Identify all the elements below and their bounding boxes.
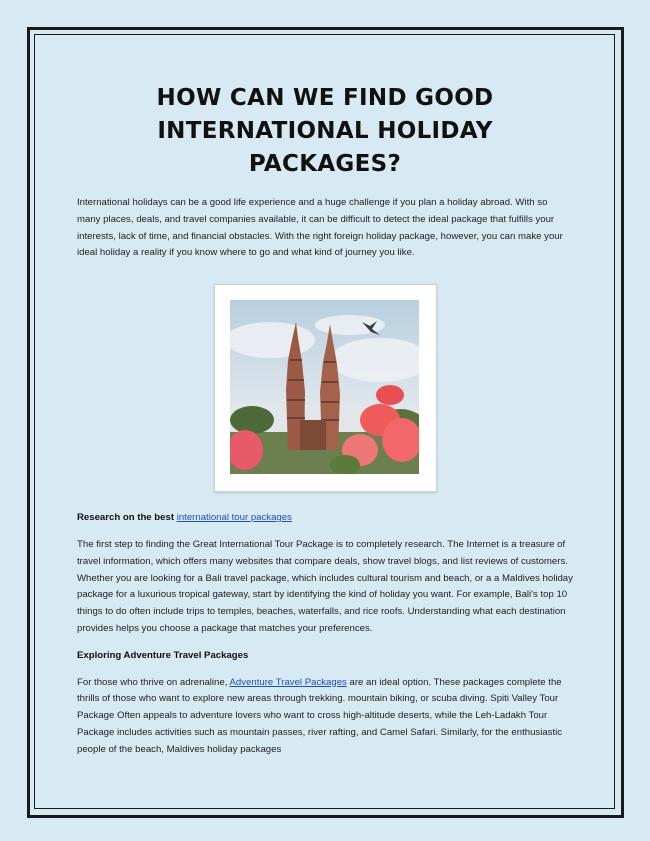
adventure-heading: Exploring Adventure Travel Packages [77, 649, 249, 661]
document-body [77, 80, 573, 759]
research-heading-text: Research on the best [77, 512, 177, 524]
international-tour-packages-link[interactable]: international tour packages [176, 512, 292, 524]
adventure-text-after-link: are an ideal option. These packages complete the thrills of those who want to explore new areas through trekking. mountain biking, or scuba diving. Spiti Valley Tour Package Often appeals to adventure lovers who want to cross high-altitude deserts, while the Leh-Ladakh Tour Package includes activities such as mountain passes, river rafting, and Camel Safari. Similarly, for the enthusiastic people of the beach, Maldives holiday packages [77, 676, 563, 755]
adventure-text-before-link: For those who thrive on adrenaline, [77, 676, 230, 688]
research-paragraph: The first step to finding the Great International Tour Package is to completely research. The Internet is a treasure of travel information, which offers many websites that compare deals, show travel blogs, and list reviews of customers. Whether you are looking for a Bali travel package, which includes cultural tourism and beach, or a a Maldives holiday package for a luxurious tropical gateway, start by identifying the kind of holiday you want. For example, Bali's top 10 things to do often include trips to temples, beaches, waterfalls, and rice roofs. Understanding what each destination provides helps you choose a package that matches your preferences. [77, 538, 573, 634]
research-heading [77, 510, 573, 527]
intro-paragraph: International holidays can be a good life experience and a huge challenge if you plan a holiday abroad. With so many places, deals, and travel companies available, it can be difficult to detect the ideal package that fulfills your interests, lack of time, and financial obstacles. With the right foreign holiday package, however, you can make your ideal holiday a reality if you know where to go and what kind of journey you like. [77, 197, 563, 259]
adventure-travel-packages-link[interactable]: Adventure Travel Packages [229, 676, 347, 688]
bali-temple-photo-frame [214, 284, 437, 492]
adventure-paragraph [77, 675, 573, 759]
bali-temple-gates-photo [230, 300, 419, 474]
page-title: HOW CAN WE FIND GOOD INTERNATIONAL HOLIDAY PACKAGES? [156, 85, 494, 177]
